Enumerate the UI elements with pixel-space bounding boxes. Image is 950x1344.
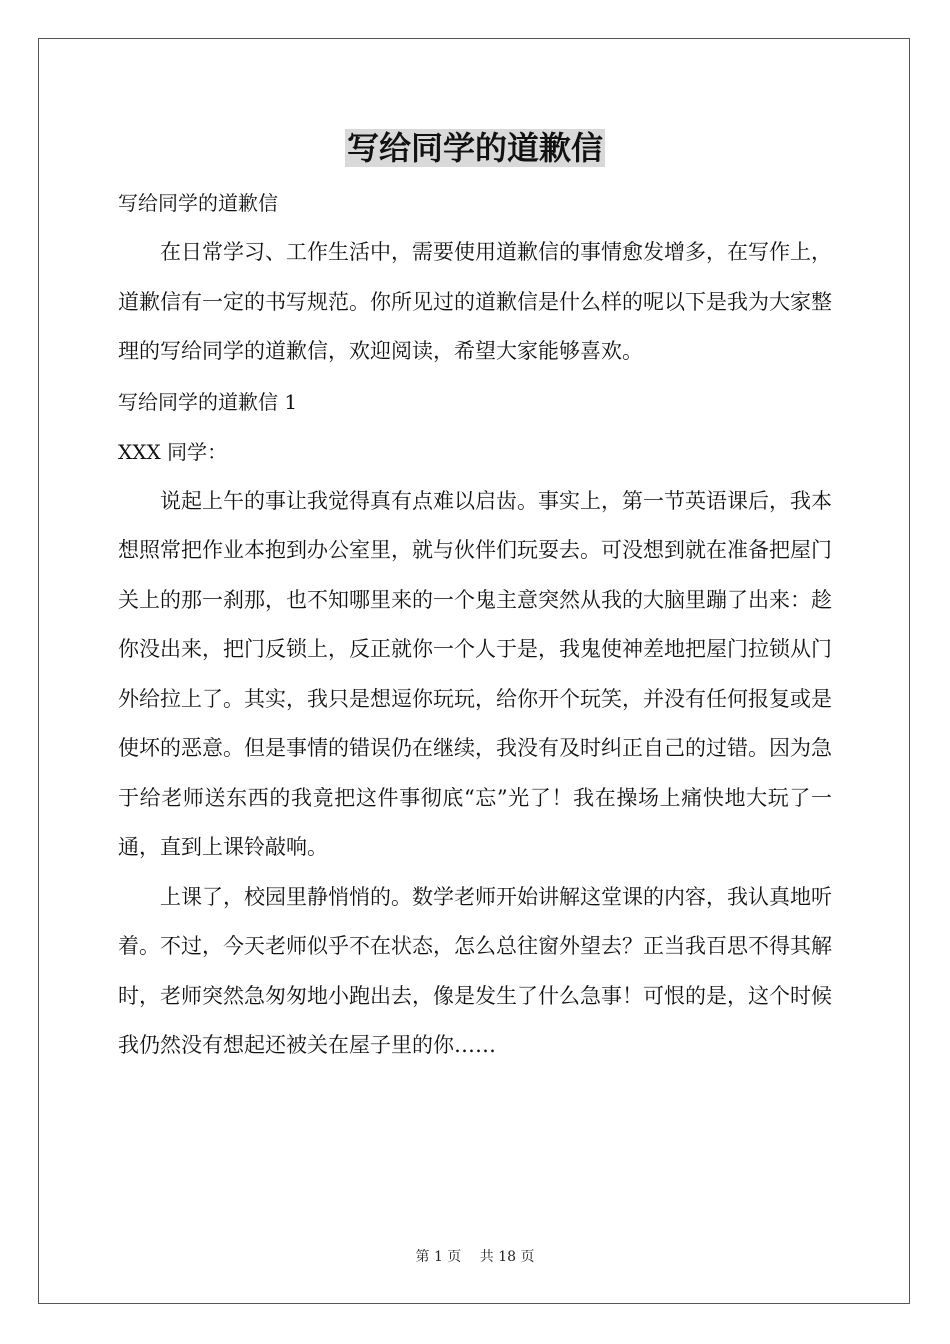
document-title	[0, 128, 950, 168]
intro-paragraph: 在日常学习、工作生活中，需要使用道歉信的事情愈发增多，在写作上，道歉信有一定的书写规范。你所见过的道歉信是什么样的呢以下是我为大家整理的写给同学的道歉信，欢迎阅读，希望大家能够喜欢。	[118, 240, 832, 363]
body-paragraph: 上课了，校园里静悄悄的。数学老师开始讲解这堂课的内容，我认真地听着。不过，今天老师似乎不在状态，怎么总往窗外望去？正当我百思不得其解时，老师突然急匆匆地小跑出去，像是发生了什么急事！可恨的是，这个时候我仍然没有想起还被关在屋子里的你……	[118, 884, 832, 1057]
body-paragraph: 说起上午的事让我觉得真有点难以启齿。事实上，第一节英语课后，我本想照常把作业本抱到办公室里，就与伙伴们玩耍去。可没想到就在准备把屋门关上的那一刹那，也不知哪里来的一个鬼主意突然从我的大脑里蹦了出来：趁你没出来，把门反锁上，反正就你一个人于是，我鬼使神差地把屋门拉锁从门外给拉上了。其实，我只是想逗你玩玩，给你开个玩笑，并没有任何报复或是使坏的恶意。但是事情的错误仍在继续，我没有及时纠正自己的过错。因为急于给老师送东西的我竟把这件事彻底“忘”光了！我在操场上痛快地大玩了一通，直到上课铃敲响。	[118, 488, 832, 859]
page-number: 第 1 页 共 18 页	[415, 1249, 535, 1265]
document-subtitle: 写给同学的道歉信	[118, 191, 278, 215]
section-heading: 写给同学的道歉信 1	[118, 389, 298, 414]
salutation: XXX 同学：	[118, 439, 228, 464]
document-title-text: 写给同学的道歉信	[346, 129, 603, 167]
document-body	[118, 178, 832, 1071]
page-footer	[0, 1247, 950, 1267]
